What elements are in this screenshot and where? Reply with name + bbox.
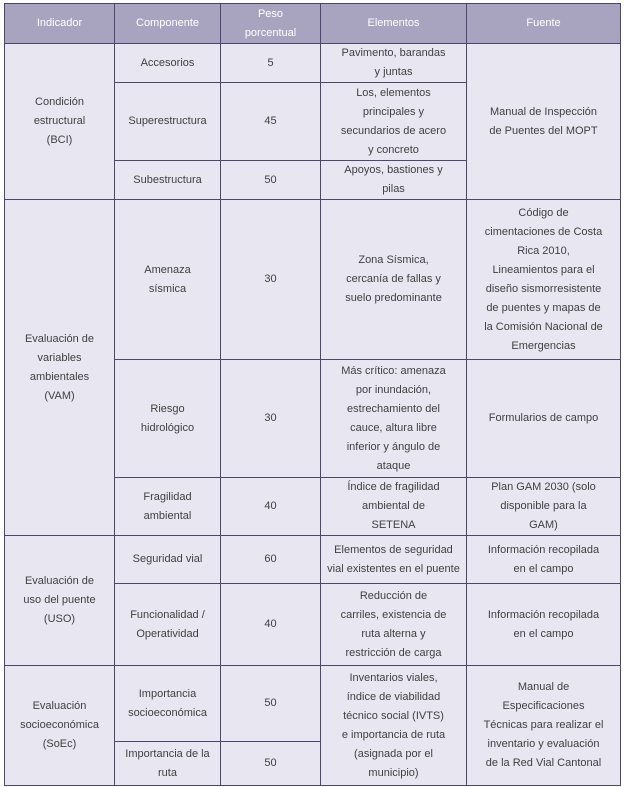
elements-cell: Pavimento, barandas y juntas <box>321 44 467 83</box>
indicator-cell: Evaluación de uso del puente (USO) <box>5 536 115 666</box>
weight-cell: 50 <box>221 742 321 786</box>
weight-cell: 50 <box>221 161 321 200</box>
source-cell: Manual de Inspección de Puentes del MOPT <box>467 44 621 200</box>
indicator-cell: Evaluación socioeconómica (SoEc) <box>5 666 115 786</box>
source-cell: Información recopilada en el campo <box>467 536 621 584</box>
source-cell: Manual de Especificaciones Técnicas para realizar el inventario y evaluación de la Red Vial Cantonal <box>467 666 621 786</box>
elements-cell: Elementos de seguridad vial existentes en el puente <box>321 536 467 584</box>
elements-cell: Apoyos, bastiones y pilas <box>321 161 467 200</box>
table-row <box>5 44 621 83</box>
source-cell: Plan GAM 2030 (solo disponible para la GAM) <box>467 478 621 536</box>
header-elementos: Elementos <box>321 4 467 44</box>
weight-cell: 5 <box>221 44 321 83</box>
elements-cell: Zona Sísmica, cercanía de fallas y suelo predominante <box>321 200 467 360</box>
component-cell: Fragilidad ambiental <box>115 478 221 536</box>
table-row <box>5 666 621 742</box>
elements-cell: Inventarios viales, índice de viabilidad técnico social (IVTS) e importancia de ruta (asignada por el municipio) <box>321 666 467 786</box>
elements-cell: Los, elementos principales y secundarios de acero y concreto <box>321 83 467 161</box>
header-row <box>5 4 621 44</box>
weight-cell: 60 <box>221 536 321 584</box>
indicator-cell: Condición estructural (BCI) <box>5 44 115 200</box>
indicator-table <box>4 3 621 786</box>
elements-cell: Reducción de carriles, existencia de ruta alterna y restricción de carga <box>321 584 467 666</box>
header-peso: Peso porcentual <box>221 4 321 44</box>
elements-cell: Más crítico: amenaza por inundación, estrechamiento del cauce, altura libre inferior y ángulo de ataque <box>321 360 467 478</box>
table-row <box>5 200 621 360</box>
elements-cell: Índice de fragilidad ambiental de SETENA <box>321 478 467 536</box>
weight-cell: 30 <box>221 360 321 478</box>
component-cell: Riesgo hidrológico <box>115 360 221 478</box>
component-cell: Superestructura <box>115 83 221 161</box>
table-row <box>5 536 621 584</box>
source-cell: Formularios de campo <box>467 360 621 478</box>
component-cell: Seguridad vial <box>115 536 221 584</box>
component-cell: Importancia de la ruta <box>115 742 221 786</box>
indicator-cell: Evaluación de variables ambientales (VAM) <box>5 200 115 536</box>
weight-cell: 45 <box>221 83 321 161</box>
header-indicador: Indicador <box>5 4 115 44</box>
weight-cell: 30 <box>221 200 321 360</box>
header-fuente: Fuente <box>467 4 621 44</box>
header-componente: Componente <box>115 4 221 44</box>
component-cell: Accesorios <box>115 44 221 83</box>
weight-cell: 40 <box>221 584 321 666</box>
weight-cell: 40 <box>221 478 321 536</box>
component-cell: Amenaza sísmica <box>115 200 221 360</box>
weight-cell: 50 <box>221 666 321 742</box>
source-cell: Código de cimentaciones de Costa Rica 2010, Lineamientos para el diseño sismorresistente de puentes y mapas de la Comisión Nacional de Emergencias <box>467 200 621 360</box>
component-cell: Subestructura <box>115 161 221 200</box>
component-cell: Importancia socioeconómica <box>115 666 221 742</box>
component-cell: Funcionalidad / Operatividad <box>115 584 221 666</box>
source-cell: Información recopilada en el campo <box>467 584 621 666</box>
